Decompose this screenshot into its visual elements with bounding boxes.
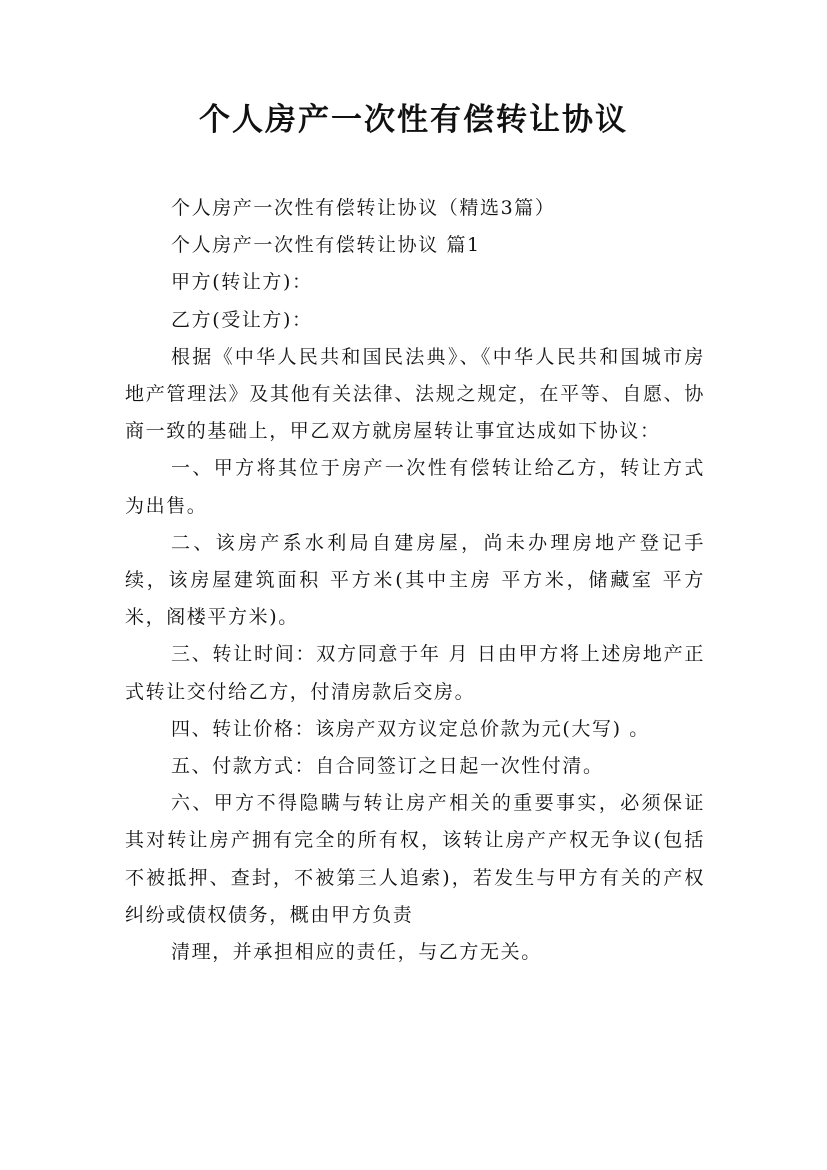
document-body xyxy=(125,190,705,971)
clause-6-continuation: 清理，并承担相应的责任，与乙方无关。 xyxy=(171,941,542,964)
clause-1-paragraph: 一、甲方将其位于房产一次性有偿转让给乙方，转让方式为出售。 xyxy=(125,457,705,517)
party-a-line: 甲方(转让方)： xyxy=(171,271,313,294)
clause-3-paragraph: 三、转让时间：双方同意于年 月 日由甲方将上述房地产正式转让交付给乙方，付清房款后交房。 xyxy=(125,643,705,703)
clause-6-paragraph: 六、甲方不得隐瞒与转让房产相关的重要事实，必须保证其对转让房产拥有完全的所有权，该转让房产产权无争议(包括不被抵押、查封，不被第三人追索)，若发生与甲方有关的产权纠纷或债权债务，概由甲方负责 xyxy=(125,792,705,926)
subtitle-paragraph: 个人房产一次性有偿转让协议（精选3篇） xyxy=(171,197,556,219)
clause-4-paragraph: 四、转让价格：该房产双方议定总价款为元(大写) 。 xyxy=(171,717,650,740)
clause-5-paragraph: 五、付款方式：自合同签订之日起一次性付清。 xyxy=(171,755,604,778)
party-b-line: 乙方(受让方)： xyxy=(171,308,313,331)
clause-2-paragraph: 二、该房产系水利局自建房屋，尚未办理房地产登记手续，该房屋建筑面积 平方米(其中主房 平方米，储藏室 平方米，阁楼平方米)。 xyxy=(125,531,705,629)
section-heading: 个人房产一次性有偿转让协议 篇1 xyxy=(171,234,481,257)
document-title: 个人房产一次性有偿转让协议 xyxy=(199,102,628,138)
preamble-paragraph: 根据《中华人民共和国民法典》、《中华人民共和国城市房地产管理法》及其他有关法律、法规之规定，在平等、自愿、协商一致的基础上，甲乙双方就房屋转让事宜达成如下协议： xyxy=(125,345,705,443)
